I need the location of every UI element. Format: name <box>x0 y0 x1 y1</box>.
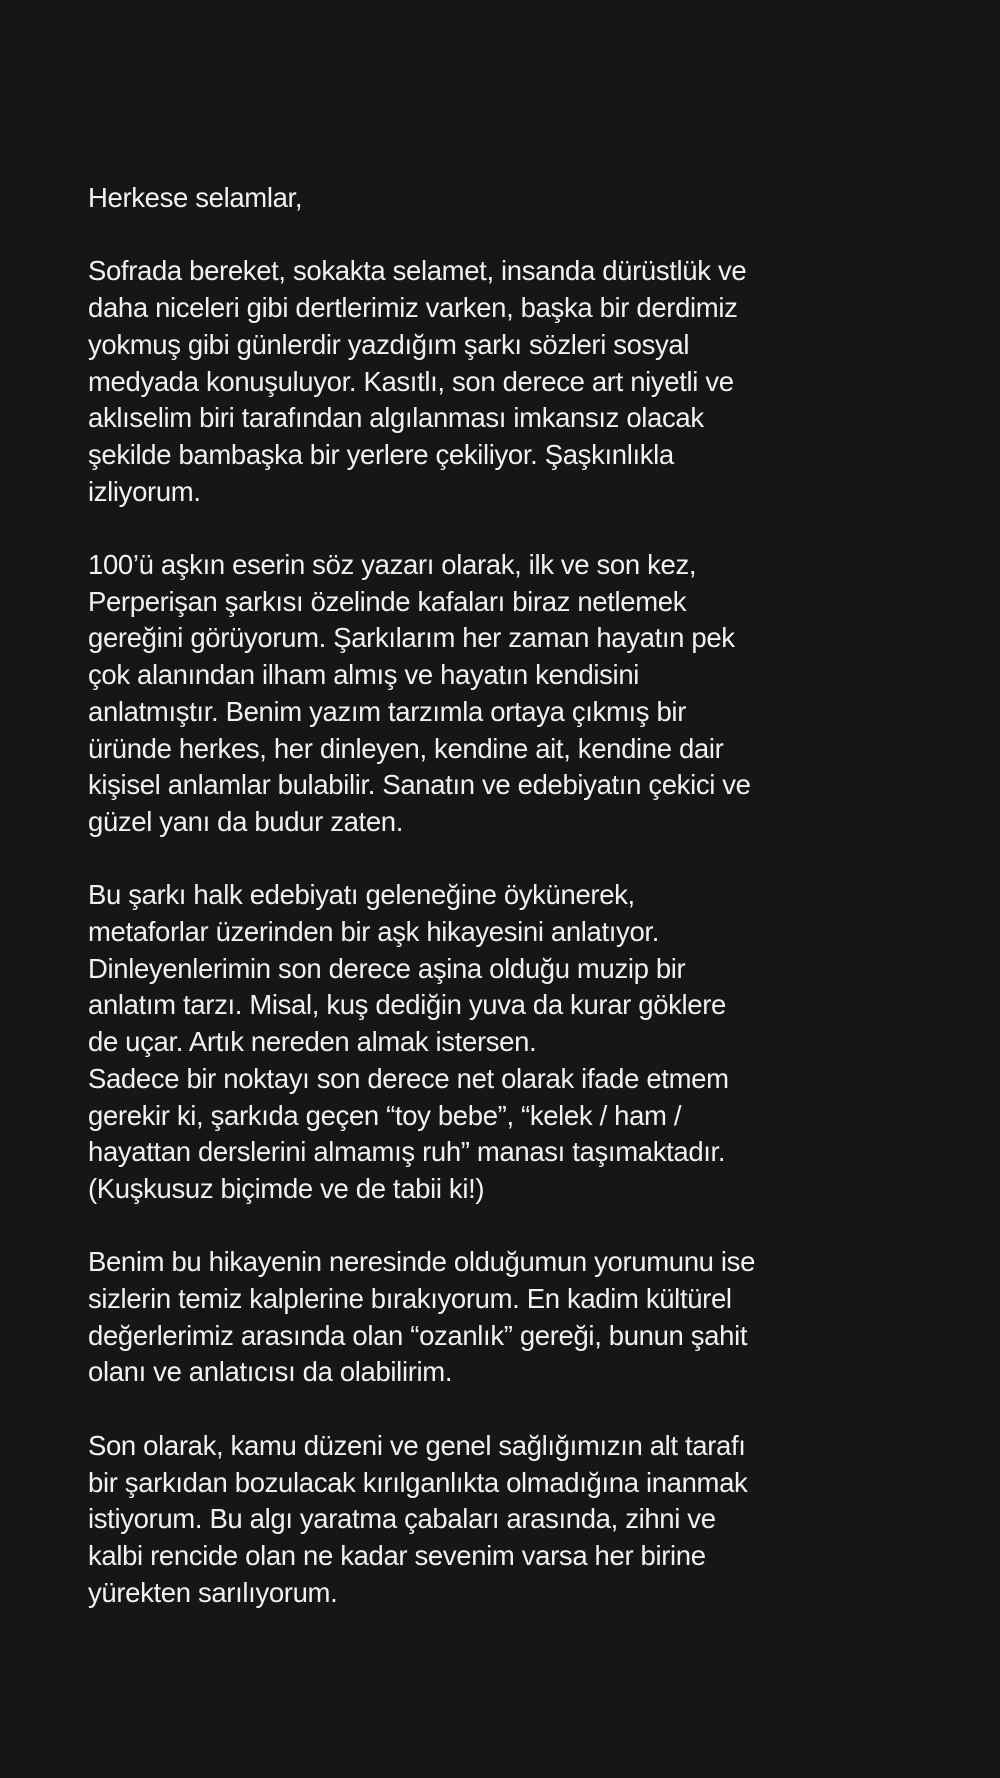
paragraph-line: yokmuş gibi günlerdir yazdığım şarkı sözleri sosyal <box>88 328 690 360</box>
paragraph-line: 100’ü aşkın eserin söz yazarı olarak, ilk ve son kez, <box>88 549 697 580</box>
paragraph-line: aklıselim biri tarafından algılanması imkansız olacak <box>88 402 704 434</box>
paragraph-5 <box>88 1428 888 1612</box>
statement-document <box>88 180 888 1648</box>
paragraph-line: olanı ve anlatıcısı da olabilirim. <box>88 1356 453 1388</box>
paragraph-line: Perperişan şarkısı özelinde kafaları biraz netlemek <box>88 585 687 617</box>
paragraph-line: üründe herkes, her dinleyen, kendine ait, kendine dair <box>88 732 724 764</box>
paragraph-line: istiyorum. Bu algı yaratma çabaları arasında, zihni ve <box>88 1503 716 1535</box>
paragraph-line: anlatım tarzı. Misal, kuş dediğin yuva da kurar göklere <box>88 989 726 1021</box>
paragraph-line: daha niceleri gibi dertlerimiz varken, başka bir derdimiz <box>88 292 738 324</box>
paragraph-3 <box>88 877 888 1207</box>
paragraph-line: kişisel anlamlar bulabilir. Sanatın ve edebiyatın çekici ve <box>88 769 751 801</box>
paragraph-line: Son olarak, kamu düzeni ve genel sağlığımızın alt tarafı <box>88 1429 746 1461</box>
paragraph-4 <box>88 1244 888 1391</box>
paragraph-line: güzel yanı da budur zaten. <box>88 805 404 837</box>
greeting-line: Herkese selamlar, <box>88 182 303 213</box>
greeting <box>88 180 888 217</box>
paragraph-line: şekilde bambaşka bir yerlere çekiliyor. Şaşkınlıkla <box>88 438 674 470</box>
paragraph-line: Sofrada bereket, sokakta selamet, insanda dürüstlük ve <box>88 255 747 287</box>
paragraph-line: çok alanından ilham almış ve hayatın kendisini <box>88 659 640 691</box>
paragraph-line: değerlerimiz arasında olan “ozanlık” gereği, bunun şahit <box>88 1319 748 1351</box>
paragraph-line: gereğini görüyorum. Şarkılarım her zaman hayatın pek <box>88 622 735 654</box>
paragraph-line: izliyorum. <box>88 475 201 507</box>
paragraph-1 <box>88 253 888 510</box>
paragraph-line: Bu şarkı halk edebiyatı geleneğine öykünerek, <box>88 879 635 911</box>
paragraph-line: kalbi rencide olan ne kadar sevenim varsa her birine <box>88 1539 706 1571</box>
paragraph-line: gerekir ki, şarkıda geçen “toy bebe”, “kelek / ham / <box>88 1099 682 1131</box>
paragraph-line: yürekten sarılıyorum. <box>88 1576 338 1608</box>
paragraph-line: Dinleyenlerimin son derece aşina olduğu muzip bir <box>88 952 686 984</box>
paragraph-line: (Kuşkusuz biçimde ve de tabii ki!) <box>88 1172 485 1204</box>
paragraph-2 <box>88 547 888 841</box>
paragraph-line: medyada konuşuluyor. Kasıtlı, son derece art niyetli ve <box>88 365 734 397</box>
paragraph-line: de uçar. Artık nereden almak istersen. <box>88 1026 537 1058</box>
paragraph-line: Sadece bir noktayı son derece net olarak ifade etmem <box>88 1062 729 1094</box>
paragraph-line: Benim bu hikayenin neresinde olduğumun yorumunu ise <box>88 1246 756 1278</box>
paragraph-line: anlatmıştır. Benim yazım tarzımla ortaya çıkmış bir <box>88 695 687 727</box>
paragraph-line: bir şarkıdan bozulacak kırılganlıkta olmadığına inanmak <box>88 1466 748 1498</box>
paragraph-line: metaforlar üzerinden bir aşk hikayesini anlatıyor. <box>88 916 659 948</box>
paragraph-line: hayattan derslerini almamış ruh” manası taşımaktadır. <box>88 1136 726 1168</box>
paragraph-line: sizlerin temiz kalplerine bırakıyorum. En kadim kültürel <box>88 1283 732 1315</box>
